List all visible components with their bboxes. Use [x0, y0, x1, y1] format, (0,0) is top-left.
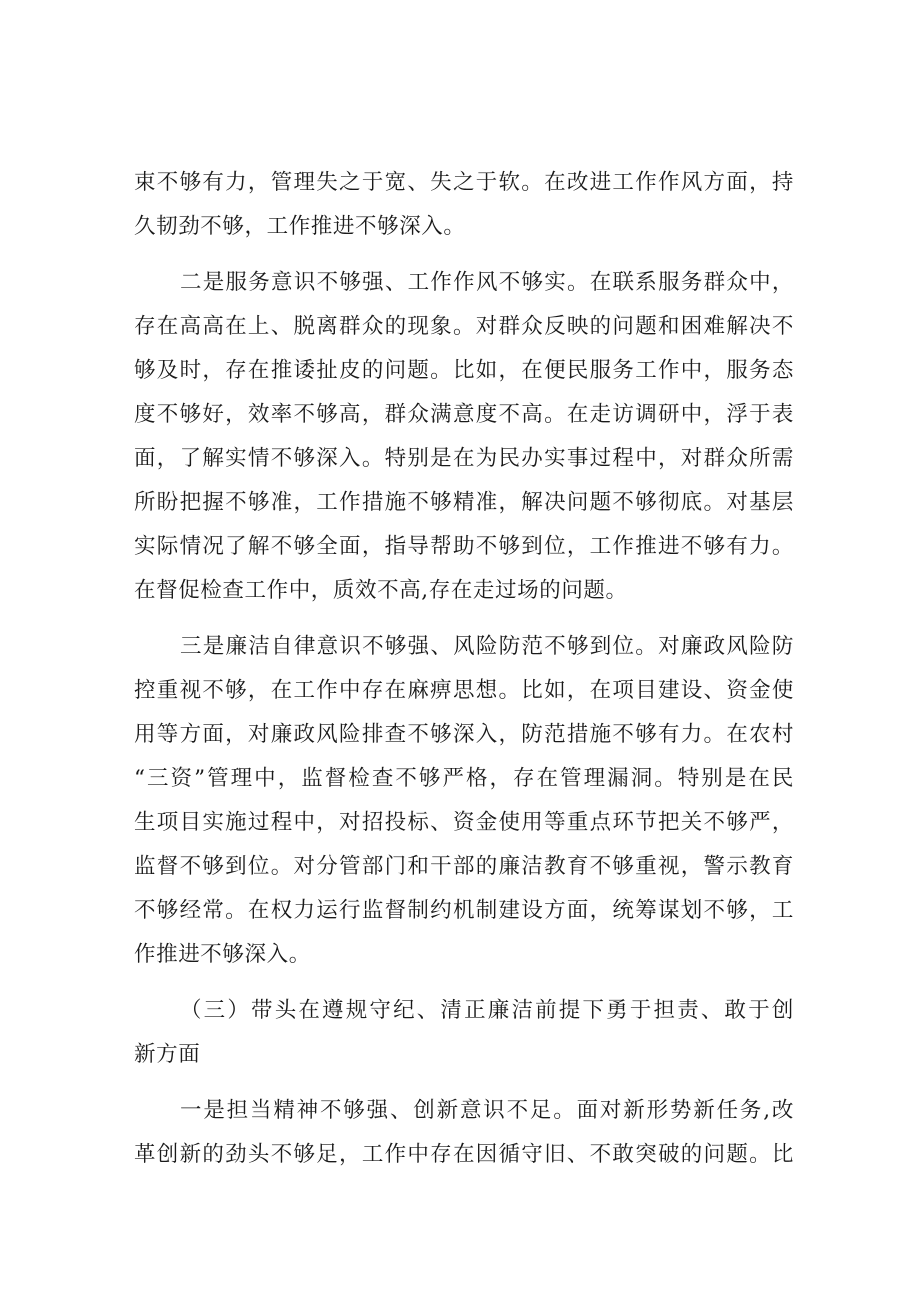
- paragraph-start-line: 三是廉洁自律意识不够强、风险防范不够到位。对廉政风险防: [180, 634, 794, 659]
- text-line: 监督不够到位。对分管部门和干部的廉洁教育不够重视，警示教育: [134, 854, 794, 879]
- text-line: 存在高高在上、脱离群众的现象。对群众反映的问题和困难解决不: [134, 314, 794, 339]
- text-line: 控重视不够，在工作中存在麻痹思想。比如，在项目建设、资金使: [134, 678, 794, 703]
- text-line: 束不够有力，管理失之于宽、失之于软。在改进工作作风方面，持: [134, 170, 794, 195]
- text-line: 实际情况了解不够全面，指导帮助不够到位，工作推进不够有力。: [134, 534, 794, 559]
- paragraph-start-line: 一是担当精神不够强、创新意识不足。面对新形势新任务,改: [180, 1098, 794, 1123]
- text-line: 久韧劲不够，工作推进不够深入。: [134, 214, 466, 239]
- text-line: 不够经常。在权力运行监督制约机制建设方面，统筹谋划不够，工: [134, 898, 794, 923]
- text-line: 度不够好，效率不够高，群众满意度不高。在走访调研中，浮于表: [134, 402, 794, 427]
- text-line: 革创新的劲头不够足，工作中存在因循守旧、不敢突破的问题。比: [134, 1142, 794, 1167]
- text-line: 够及时，存在推诿扯皮的问题。比如，在便民服务工作中，服务态: [134, 358, 794, 383]
- text-line: 面，了解实情不够深入。特别是在为民办实事过程中，对群众所需: [134, 446, 794, 471]
- section-heading-line: 新方面: [134, 1042, 201, 1067]
- text-line: 生项目实施过程中，对招投标、资金使用等重点环节把关不够严，: [134, 810, 794, 835]
- text-line: 所盼把握不够准，工作措施不够精准，解决问题不够彻底。对基层: [134, 490, 794, 515]
- text-line: “三资”管理中，监督检查不够严格，存在管理漏洞。特别是在民: [134, 766, 794, 791]
- text-line: 在督促检查工作中，质效不高,存在走过场的问题。: [134, 578, 628, 603]
- section-heading-line: （三）带头在遵规守纪、清正廉洁前提下勇于担责、敢于创: [180, 998, 794, 1023]
- text-line: 作推进不够深入。: [134, 942, 311, 967]
- text-line: 用等方面，对廉政风险排查不够深入，防范措施不够有力。在农村: [134, 722, 794, 747]
- paragraph-start-line: 二是服务意识不够强、工作作风不够实。在联系服务群众中，: [180, 270, 794, 295]
